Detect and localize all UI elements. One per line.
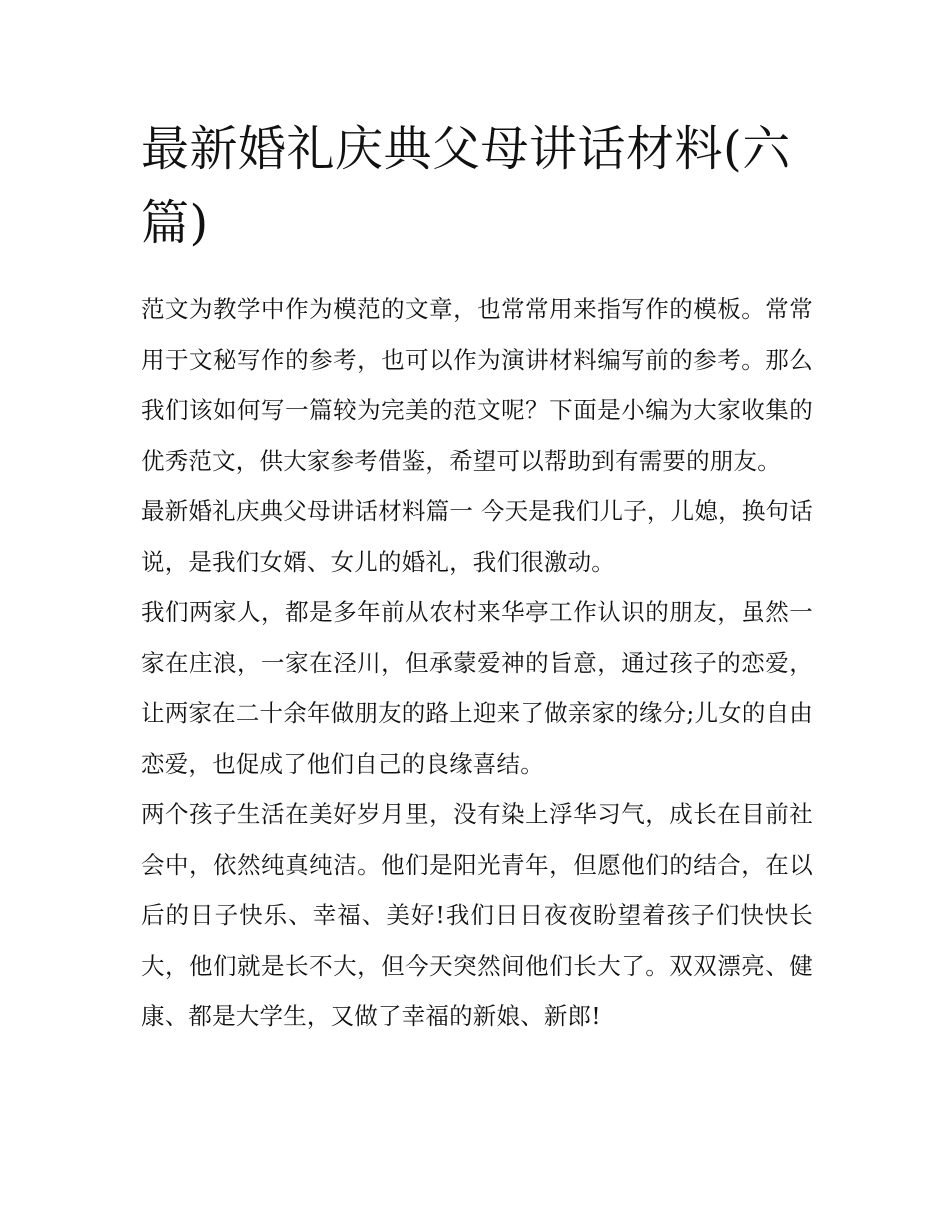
document-title: 最新婚礼庆典父母讲话材料(六篇) [141, 121, 791, 251]
paragraph-opening: 最新婚礼庆典父母讲话材料篇一 今天是我们儿子，儿媳，换句话说，是我们女婿、女儿的婚礼，我们很激动。 [141, 497, 813, 576]
document-page [141, 112, 813, 1042]
paragraph-intro: 范文为教学中作为模范的文章，也常常用来指写作的模板。常常用于文秘写作的参考，也可以作为演讲材料编写前的参考。那么我们该如何写一篇较为完美的范文呢？下面是小编为大家收集的优秀范文，供大家参考借鉴，希望可以帮助到有需要的朋友。 [141, 295, 813, 475]
document-body [141, 284, 813, 1042]
paragraph-families: 我们两家人，都是多年前从农村来华亭工作认识的朋友，虽然一家在庄浪，一家在泾川，但承蒙爱神的旨意，通过孩子的恋爱，让两家在二十余年做朋友的路上迎来了做亲家的缘分;儿女的自由恋爱，也促成了他们自己的良缘喜结。 [141, 598, 813, 778]
paragraph-children: 两个孩子生活在美好岁月里，没有染上浮华习气，成长在目前社会中，依然纯真纯洁。他们是阳光青年，但愿他们的结合，在以后的日子快乐、幸福、美好!我们日日夜夜盼望着孩子们快快长大，他们就是长不大，但今天突然间他们长大了。双双漂亮、健康、都是大学生，又做了幸福的新娘、新郎! [141, 800, 813, 1030]
